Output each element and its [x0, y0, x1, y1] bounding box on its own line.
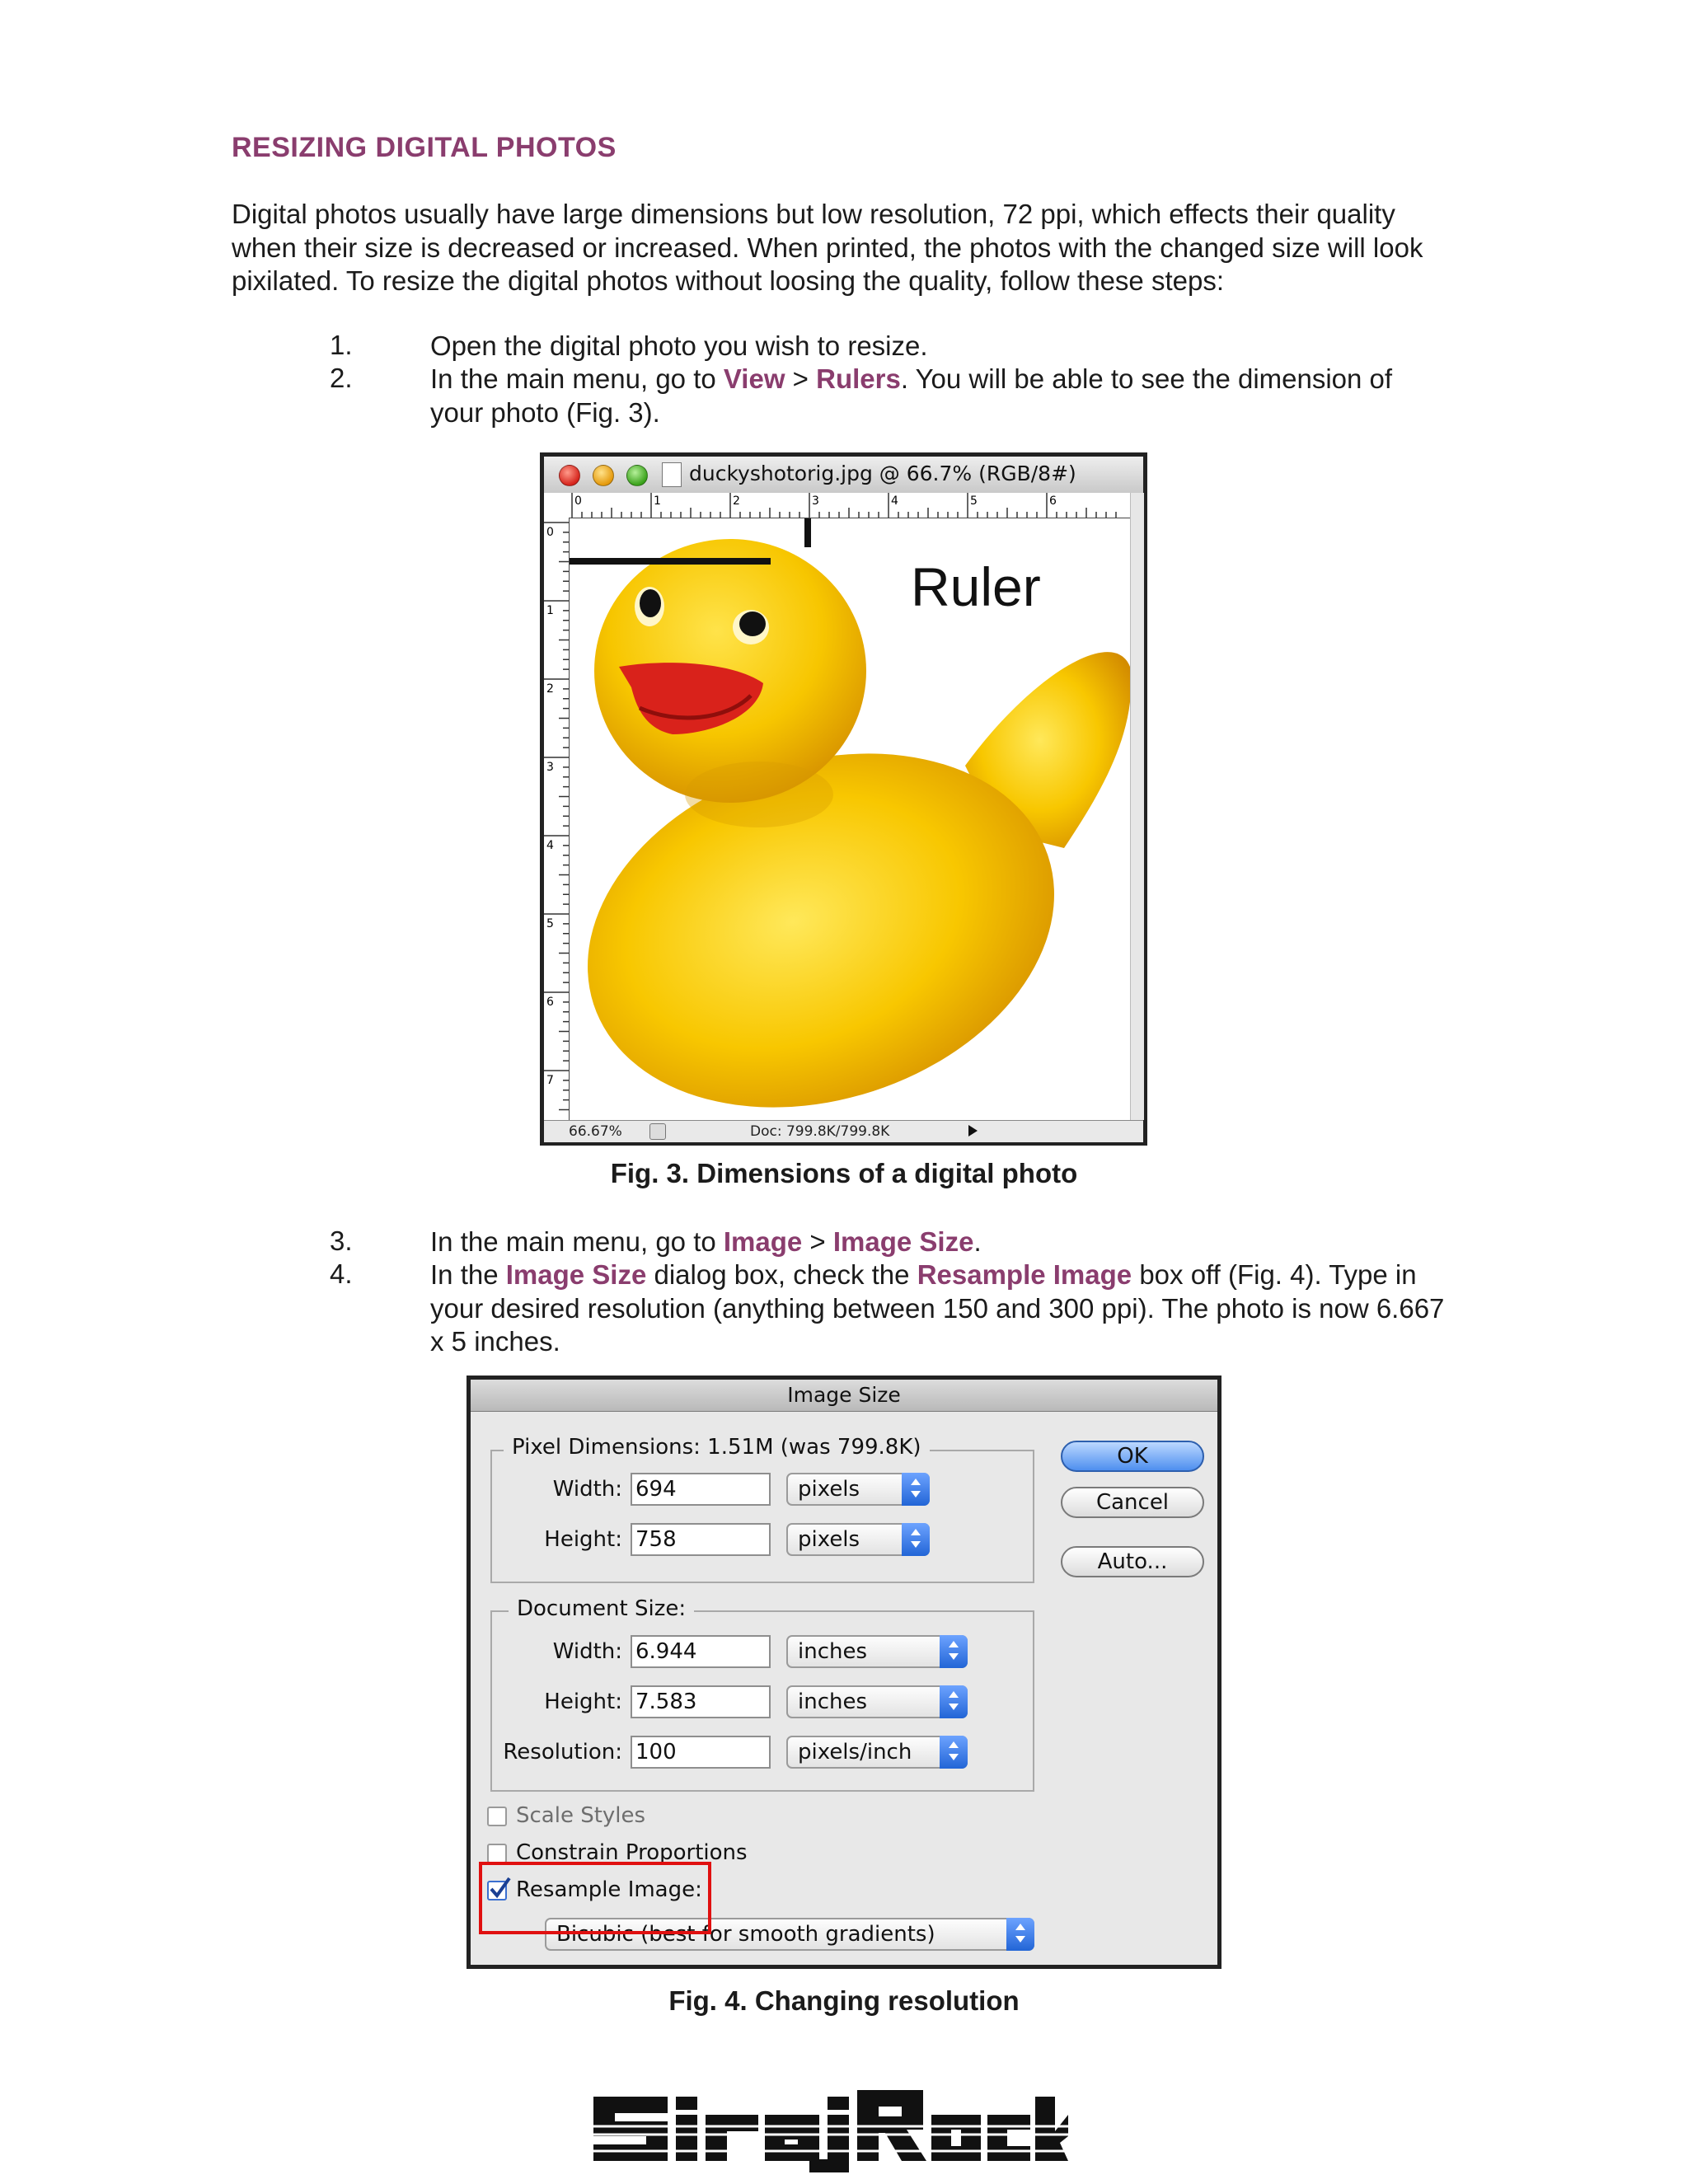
- ruler-tick-label: 1: [654, 494, 661, 508]
- doc-width-field[interactable]: 6.944: [631, 1635, 771, 1668]
- resolution-field[interactable]: 100: [631, 1736, 771, 1769]
- constrain-proportions-checkbox[interactable]: [487, 1844, 507, 1863]
- photoshop-document-window: [540, 452, 1147, 1146]
- figure-caption: Fig. 4. Changing resolution: [668, 1985, 1020, 2016]
- ruler-tick-label: 3: [812, 494, 819, 508]
- ruler-tick-label: 6: [1049, 494, 1057, 508]
- chevron-updown-icon: [940, 1635, 968, 1668]
- doc-width-unit-select[interactable]: inches: [786, 1635, 968, 1668]
- chevron-updown-icon: [902, 1523, 930, 1556]
- window-title: duckyshotorig.jpg @ 66.7% (RGB/8#): [689, 462, 1076, 485]
- horizontal-ruler-ticks: [544, 493, 1143, 518]
- chevron-updown-icon: [940, 1736, 968, 1769]
- ruler-pointer-line: [570, 558, 771, 565]
- ruler-tick-label: 2: [546, 682, 554, 696]
- zoom-icon[interactable]: [626, 465, 648, 486]
- status-arrow-icon[interactable]: [968, 1125, 978, 1137]
- scale-styles-label: Scale Styles: [516, 1803, 646, 1828]
- chevron-updown-icon: [1006, 1918, 1034, 1951]
- pixel-width-unit-select[interactable]: pixels: [786, 1473, 930, 1506]
- menu-view-keyword: View: [723, 363, 785, 394]
- doc-height-unit-select[interactable]: inches: [786, 1685, 968, 1718]
- pixel-height-field[interactable]: 758: [631, 1523, 771, 1556]
- auto-button[interactable]: Auto...: [1061, 1546, 1204, 1577]
- step-number: 3.: [330, 1226, 353, 1256]
- status-menu-icon[interactable]: [649, 1123, 666, 1140]
- figure-caption: Fig. 3. Dimensions of a digital photo: [610, 1158, 1078, 1188]
- rubber-duck-image: [570, 518, 1130, 1120]
- resolution-unit-select[interactable]: pixels/inch: [786, 1736, 968, 1769]
- chevron-updown-icon: [940, 1685, 968, 1718]
- dialog-title: Image Size: [471, 1380, 1217, 1412]
- minimize-icon[interactable]: [593, 465, 614, 486]
- step-number: 2.: [330, 363, 353, 393]
- constrain-proportions-label: Constrain Proportions: [516, 1840, 748, 1865]
- pixel-width-label: Width:: [552, 1477, 622, 1502]
- menu-image-keyword: Image: [723, 1226, 803, 1257]
- vertical-scrollbar[interactable]: [1130, 493, 1144, 1120]
- ok-button[interactable]: OK: [1061, 1441, 1204, 1472]
- doc-height-field[interactable]: 7.583: [631, 1685, 771, 1718]
- image-size-dialog: [467, 1376, 1221, 1969]
- vertical-ruler-ticks: [544, 518, 569, 1120]
- ruler-tick-label: 0: [546, 526, 554, 539]
- document-size-info: Doc: 799.8K/799.8K: [750, 1123, 890, 1140]
- ruler-tick-label: 5: [546, 917, 554, 930]
- resample-image-label: Resample Image:: [516, 1877, 702, 1902]
- document-icon: [662, 462, 682, 487]
- menu-rulers-keyword: Rulers: [816, 363, 901, 394]
- status-bar: [544, 1120, 1143, 1142]
- ruler-tick-label: 7: [546, 1074, 554, 1087]
- image-size-keyword: Image Size: [505, 1259, 647, 1290]
- ruler-tick-label: 5: [970, 494, 978, 508]
- step-number: 1.: [330, 330, 353, 360]
- ruler-tick-label: 4: [546, 839, 554, 852]
- intro-paragraph: Digital photos usually have large dimensions but low resolution, 72 ppi, which effects their quality when their size is decreased or increased. When printed, the photos with the changed size will look pixilated. To resize the digital photos without loosing the quality, follow these steps:: [232, 199, 1423, 296]
- sirajrock-logo-graphic: [593, 2085, 1068, 2176]
- step-text: In the main menu, go to Image > Image Size.: [430, 1226, 982, 1257]
- ruler-annotation: Ruler: [911, 556, 1041, 617]
- step-text: In the main menu, go to View > Rulers. You will be able to see the dimension of your photo (Fig. 3).: [430, 363, 1393, 428]
- resample-method-select[interactable]: Bicubic (best for smooth gradients): [545, 1918, 1034, 1951]
- step-text: In the Image Size dialog box, check the Resample Image box off (Fig. 4). Type in your desired resolution (anything between 150 and 300 ppi). The photo is now 6.667 x 5 inches.: [430, 1259, 1445, 1357]
- highlight-box: [479, 1862, 711, 1934]
- close-icon[interactable]: [559, 465, 580, 486]
- resample-image-keyword: Resample Image: [917, 1259, 1132, 1290]
- sirajrock-logo: [593, 2085, 1068, 2176]
- pixel-dimensions-label: Pixel Dimensions: 1.51M (was 799.8K): [504, 1435, 930, 1460]
- window-titlebar: [544, 457, 1143, 494]
- resolution-label: Resolution:: [503, 1740, 622, 1765]
- ruler-tick-label: 3: [546, 761, 554, 774]
- ruler-tick-label: 1: [546, 604, 554, 617]
- doc-width-label: Width:: [552, 1639, 622, 1664]
- ruler-tick-label: 2: [733, 494, 740, 508]
- pixel-dimensions-group: [490, 1450, 1034, 1583]
- pixel-height-unit-select[interactable]: pixels: [786, 1523, 930, 1556]
- document-size-label: Document Size:: [509, 1596, 694, 1621]
- doc-height-label: Height:: [544, 1690, 622, 1714]
- page-heading: RESIZING DIGITAL PHOTOS: [232, 132, 617, 163]
- horizontal-ruler[interactable]: [544, 493, 1143, 518]
- step-number: 4.: [330, 1258, 353, 1289]
- cancel-button[interactable]: Cancel: [1061, 1487, 1204, 1518]
- image-canvas[interactable]: [570, 518, 1130, 1120]
- step-text: Open the digital photo you wish to resize.: [430, 330, 928, 361]
- vertical-ruler[interactable]: [544, 518, 570, 1120]
- menu-image-size-keyword: Image Size: [832, 1226, 974, 1257]
- ruler-tick-label: 6: [546, 996, 554, 1009]
- zoom-level[interactable]: 66.67%: [569, 1123, 622, 1140]
- ruler-pointer-line: [804, 518, 811, 547]
- pixel-height-label: Height:: [544, 1527, 622, 1552]
- pixel-width-field[interactable]: 694: [631, 1473, 771, 1506]
- ruler-tick-label: 4: [891, 494, 898, 508]
- chevron-updown-icon: [902, 1473, 930, 1506]
- scale-styles-checkbox[interactable]: [487, 1807, 507, 1826]
- ruler-tick-label: 0: [574, 494, 582, 508]
